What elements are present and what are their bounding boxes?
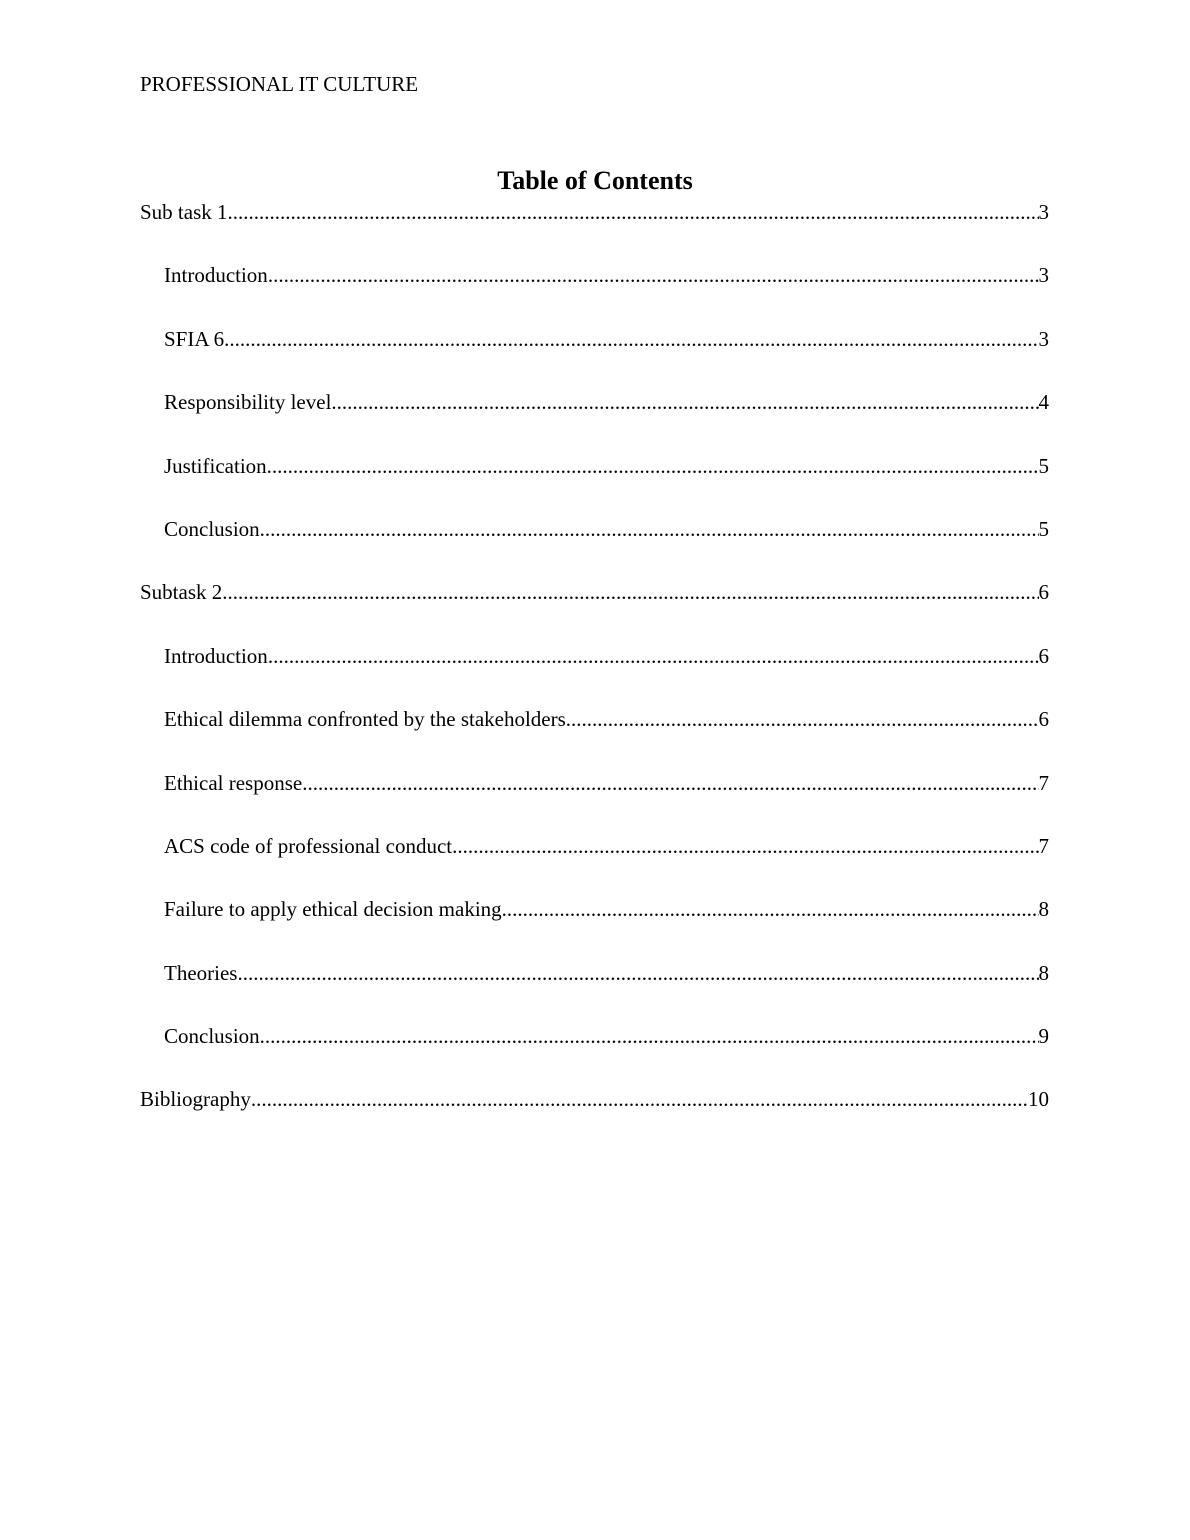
toc-entry-label[interactable]: Ethical response <box>164 770 303 795</box>
toc-entry-label[interactable]: ACS code of professional conduct <box>164 833 453 858</box>
toc-entry[interactable] <box>140 515 1049 578</box>
toc-dot-leader <box>302 769 1038 797</box>
toc-entry-page-number[interactable]: 3 <box>1038 263 1049 288</box>
toc-dot-leader <box>566 705 1039 733</box>
toc-entry-label[interactable]: Subtask 2 <box>140 580 223 605</box>
toc-entry[interactable] <box>140 198 1049 261</box>
toc-entry-label[interactable]: Conclusion <box>164 1024 260 1049</box>
toc-dot-leader <box>251 1085 1028 1113</box>
toc-entry[interactable] <box>140 642 1049 705</box>
toc-entry-page-number[interactable]: 6 <box>1038 643 1049 668</box>
toc-entry-label[interactable]: Conclusion <box>164 516 260 541</box>
toc-entry[interactable] <box>140 959 1049 1022</box>
toc-entry-page-number[interactable]: 8 <box>1038 960 1049 985</box>
toc-entry[interactable] <box>140 1022 1049 1085</box>
toc-dot-leader <box>502 895 1039 923</box>
toc-entry[interactable] <box>140 705 1049 768</box>
toc-entry-page-number[interactable]: 5 <box>1038 516 1049 541</box>
toc-entry-page-number[interactable]: 3 <box>1038 200 1049 224</box>
toc-entry-label[interactable]: Ethical dilemma confronted by the stakeholders <box>164 707 566 732</box>
toc-entry[interactable] <box>140 769 1049 832</box>
toc-entry-page-number[interactable]: 7 <box>1038 833 1049 858</box>
toc-entry-page-number[interactable]: 4 <box>1038 390 1049 415</box>
toc-title: Table of Contents <box>497 166 693 195</box>
toc-entry-page-number[interactable]: 10 <box>1028 1087 1049 1112</box>
toc-entry[interactable] <box>140 325 1049 388</box>
toc-entry-label[interactable]: Failure to apply ethical decision making <box>164 897 502 922</box>
toc-entry-page-number[interactable]: 6 <box>1038 580 1049 605</box>
toc-entry[interactable] <box>140 261 1049 324</box>
toc-dot-leader <box>228 198 1039 226</box>
toc-dot-leader <box>331 388 1038 416</box>
toc-dot-leader <box>260 515 1039 543</box>
toc-entry-label[interactable]: Justification <box>164 453 267 478</box>
toc-entry-label[interactable]: Responsibility level <box>164 390 332 415</box>
toc-dot-leader <box>222 578 1038 606</box>
toc-entry-label[interactable]: Bibliography <box>140 1087 251 1112</box>
toc-entry[interactable] <box>140 895 1049 958</box>
toc-entry-page-number[interactable]: 6 <box>1038 707 1049 732</box>
toc-entry-label[interactable]: Introduction <box>164 643 268 668</box>
toc-entry-page-number[interactable]: 3 <box>1038 326 1049 351</box>
toc-entry-page-number[interactable]: 7 <box>1038 770 1049 795</box>
toc-entry[interactable] <box>140 832 1049 895</box>
running-header: PROFESSIONAL IT CULTURE <box>140 72 419 96</box>
toc-entry-page-number[interactable]: 5 <box>1038 453 1049 478</box>
toc-entry-page-number[interactable]: 9 <box>1038 1024 1049 1049</box>
toc-entry-label[interactable]: Sub task 1 <box>140 200 228 224</box>
toc-entry-label[interactable]: Theories <box>164 960 238 985</box>
toc-entry[interactable] <box>140 452 1049 515</box>
toc-list <box>140 198 1049 1149</box>
toc-entry[interactable] <box>140 578 1049 641</box>
toc-entry[interactable] <box>140 388 1049 451</box>
toc-dot-leader <box>268 261 1039 289</box>
toc-dot-leader <box>268 642 1039 670</box>
toc-dot-leader <box>237 959 1038 987</box>
toc-entry-page-number[interactable]: 8 <box>1038 897 1049 922</box>
toc-dot-leader <box>260 1022 1039 1050</box>
toc-dot-leader <box>224 325 1038 353</box>
toc-dot-leader <box>267 452 1039 480</box>
toc-entry[interactable] <box>140 1085 1049 1148</box>
toc-entry-label[interactable]: SFIA 6 <box>164 326 225 351</box>
toc-dot-leader <box>452 832 1038 860</box>
toc-entry-label[interactable]: Introduction <box>164 263 268 288</box>
